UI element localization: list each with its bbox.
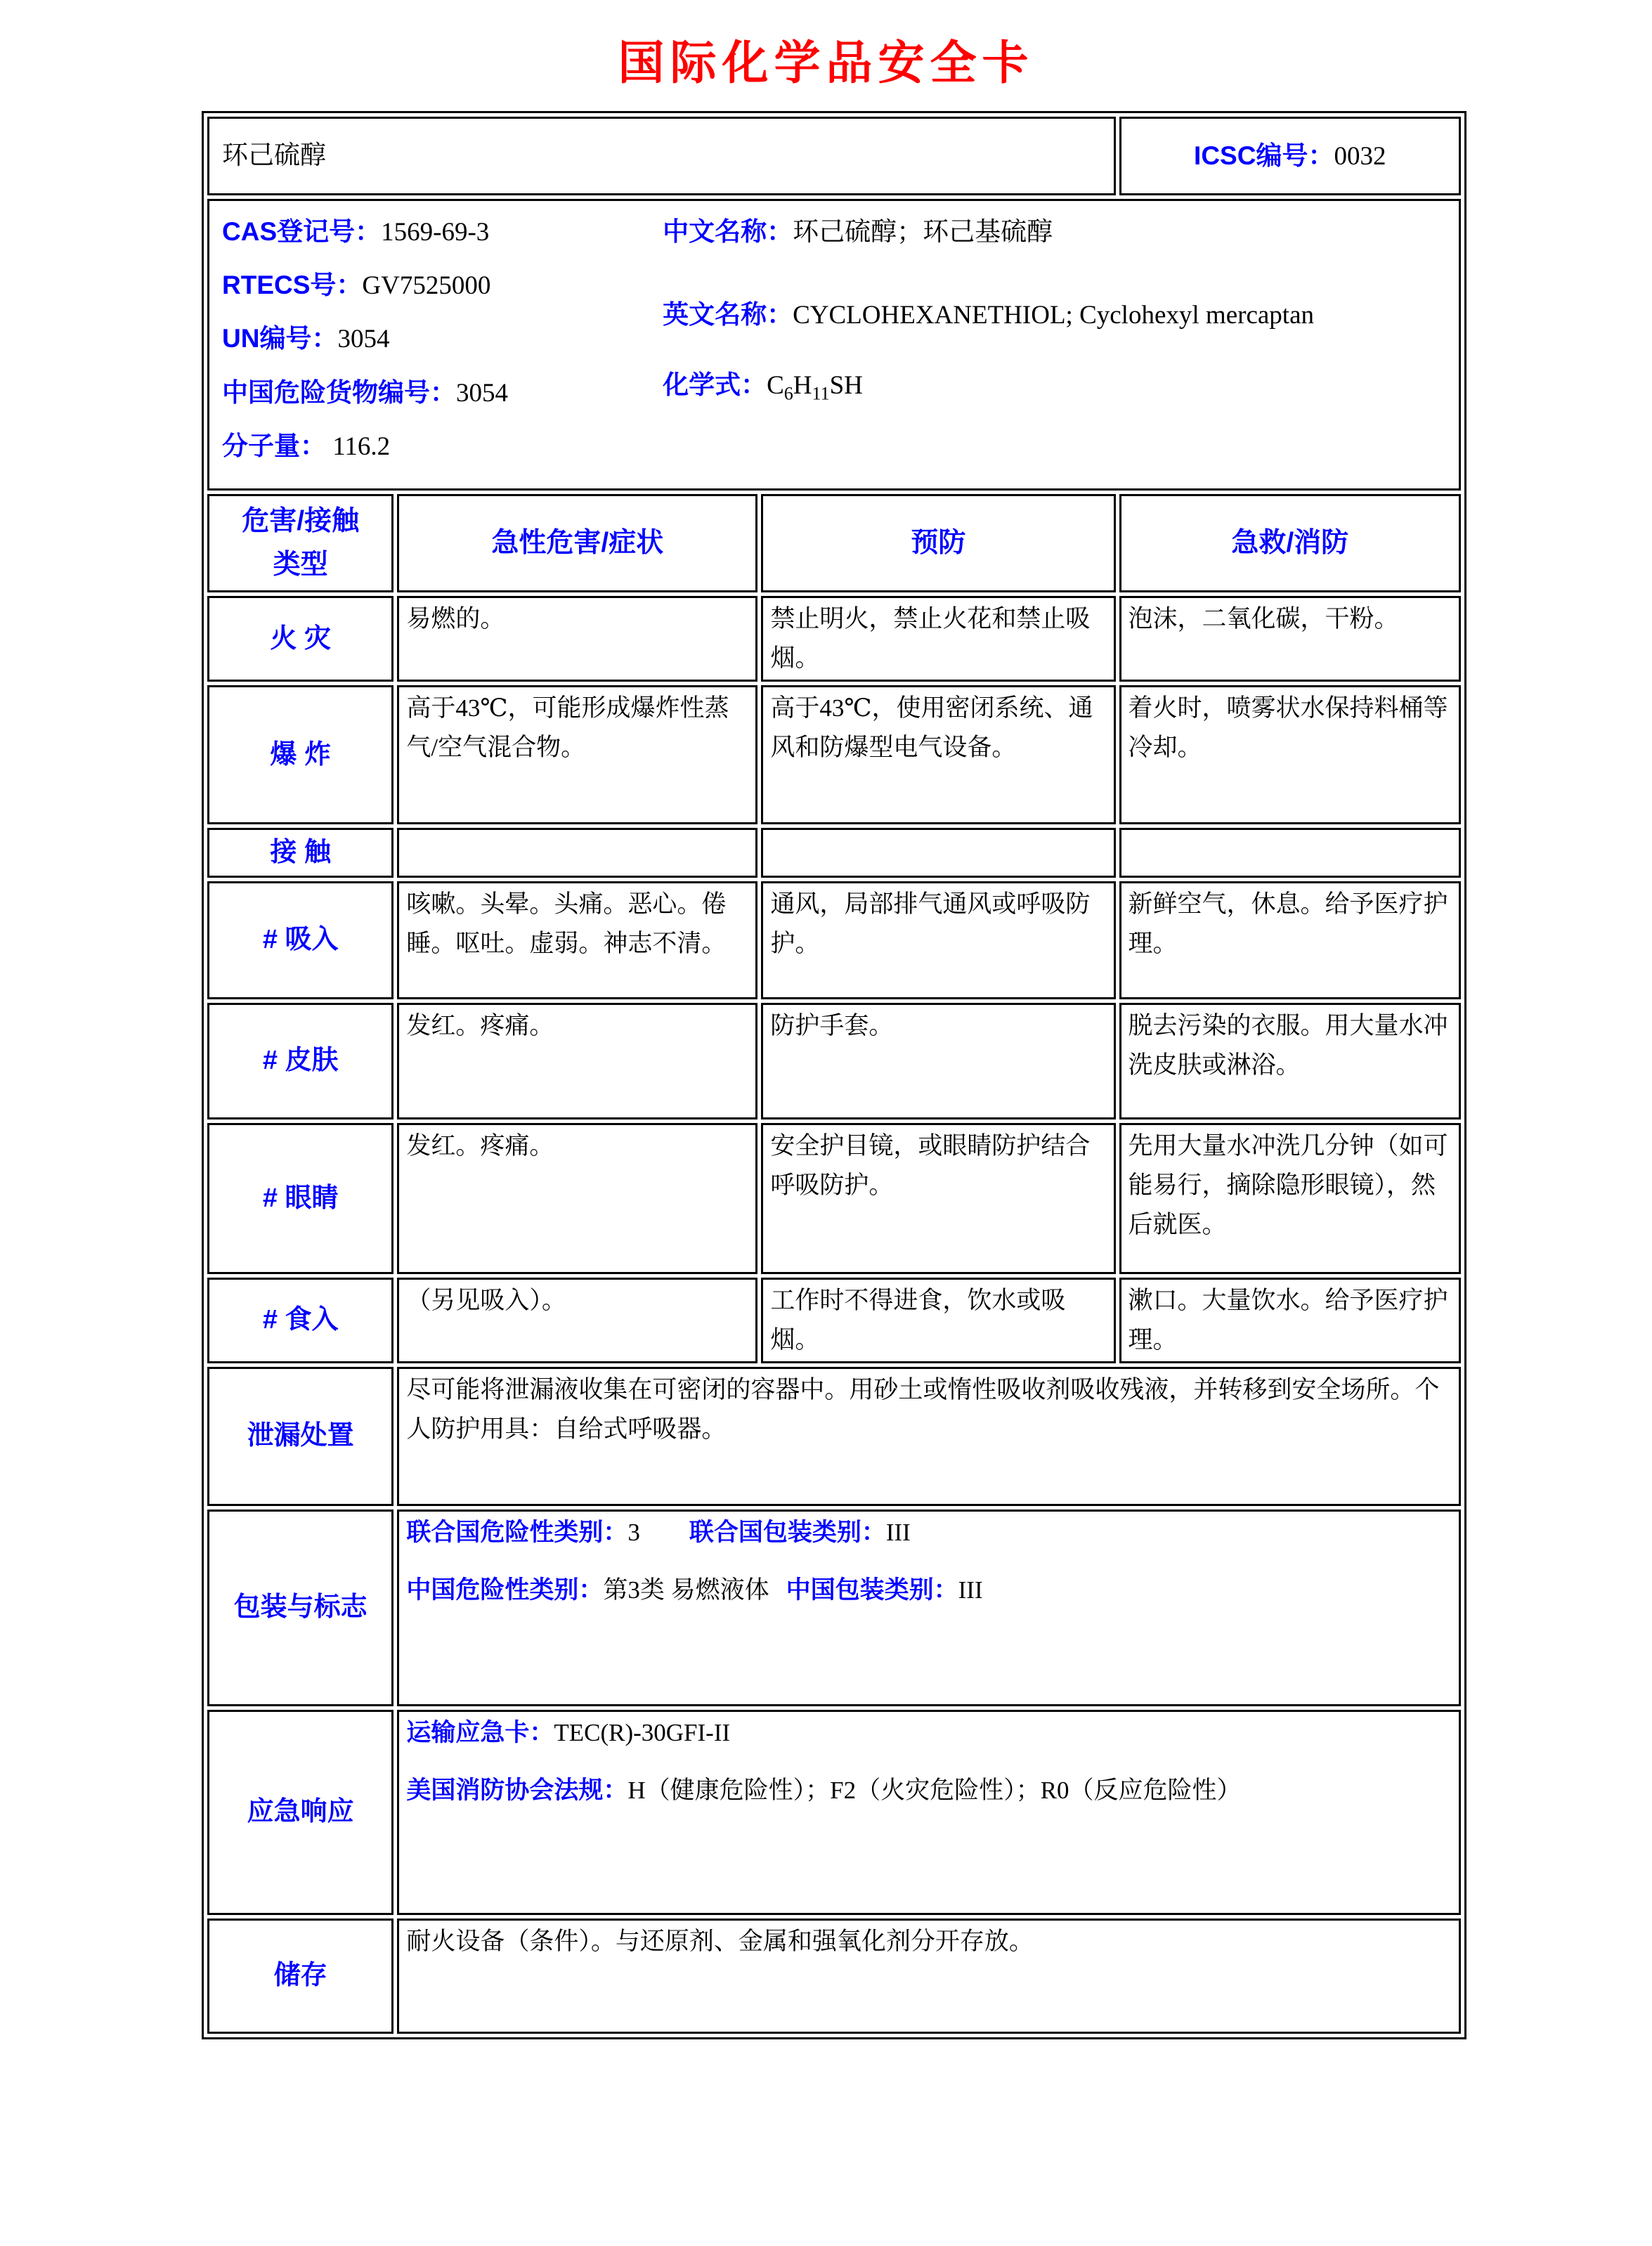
un-pack-value: III	[885, 1518, 911, 1546]
row-eyes-type: # 眼睛	[207, 1123, 394, 1274]
cn-class-value: 第3类 易燃液体	[603, 1576, 769, 1604]
packaging-cn-line	[406, 1571, 1452, 1610]
row-fire	[207, 596, 1461, 682]
cn-dangerous-goods-line	[222, 372, 663, 414]
column-header-type: 危害/接触 类型	[207, 494, 394, 592]
column-header-prevention: 预防	[761, 494, 1115, 592]
row-fire-response: 泡沫，二氧化碳，干粉。	[1119, 596, 1462, 682]
column-header-response: 急救/消防	[1119, 494, 1462, 592]
header-row	[207, 117, 1461, 195]
row-ingestion-response: 漱口。大量饮水。给予医疗护理。	[1119, 1278, 1462, 1363]
molecular-weight-value: 116.2	[332, 431, 391, 461]
row-explosion-response: 着火时，喷雾状水保持料桶等冷却。	[1119, 685, 1462, 824]
tec-label: 运输应急卡：	[406, 1718, 554, 1746]
formula-label: 化学式：	[663, 370, 767, 400]
row-explosion-type: 爆 炸	[207, 685, 394, 824]
nfpa-value: H（健康危险性）；F2（火灾危险性）；R0（反应危险性）	[627, 1776, 1242, 1804]
formula-value: $C_6H_{11}SH$	[767, 371, 863, 404]
row-emergency-type: 应急响应	[207, 1710, 394, 1915]
row-emergency-content	[397, 1710, 1461, 1915]
row-storage	[207, 1919, 1461, 2034]
column-header-row	[207, 494, 1461, 592]
row-skin	[207, 1003, 1461, 1119]
row-inhalation-response: 新鲜空气，休息。给予医疗护理。	[1119, 881, 1462, 999]
row-inhalation-symptom: 咳嗽。头晕。头痛。恶心。倦睡。呕吐。虚弱。神志不清。	[397, 881, 757, 999]
english-name-value: CYCLOHEXANETHIOL; Cyclohexyl mercaptan	[793, 301, 1314, 330]
un-number-value: 3054	[337, 325, 390, 354]
row-storage-type: 储存	[207, 1919, 394, 2034]
un-number-line	[222, 318, 663, 360]
row-storage-content: 耐火设备（条件）。与还原剂、金属和强氧化剂分开存放。	[397, 1919, 1461, 2034]
identifiers-right-column	[663, 211, 1446, 479]
row-skin-response: 脱去污染的衣服。用大量水冲洗皮肤或淋浴。	[1119, 1003, 1462, 1119]
row-contact-response	[1119, 828, 1462, 878]
packaging-un-line	[406, 1513, 1452, 1552]
row-fire-type: 火 灾	[207, 596, 394, 682]
rtecs-value: GV7525000	[362, 271, 491, 301]
column-header-symptom: 急性危害/症状	[397, 494, 757, 592]
cn-class-label: 中国危险性类别：	[406, 1576, 604, 1604]
cas-line	[222, 211, 663, 253]
row-ingestion	[207, 1278, 1461, 1363]
row-contact-prevention	[761, 828, 1115, 878]
row-contact-symptom	[397, 828, 757, 878]
row-eyes	[207, 1123, 1461, 1274]
un-pack-label: 联合国包装类别：	[689, 1518, 886, 1546]
row-inhalation-type: # 吸入	[207, 881, 394, 999]
row-skin-prevention: 防护手套。	[761, 1003, 1115, 1119]
icsc-number-label: ICSC编号：	[1194, 141, 1334, 170]
nfpa-label: 美国消防协会法规：	[406, 1776, 628, 1804]
row-ingestion-type: # 食入	[207, 1278, 394, 1363]
row-explosion	[207, 685, 1461, 824]
un-class-label: 联合国危险性类别：	[406, 1518, 628, 1546]
row-packaging	[207, 1510, 1461, 1706]
un-class-value: 3	[627, 1518, 640, 1546]
page-title: 国际化学品安全卡	[618, 37, 1034, 89]
chinese-name-line	[663, 211, 1446, 253]
row-spill	[207, 1367, 1461, 1506]
row-ingestion-symptom: （另见吸入）。	[397, 1278, 757, 1363]
cas-label: CAS登记号：	[222, 217, 382, 246]
identifiers-cell	[207, 199, 1461, 491]
row-emergency	[207, 1710, 1461, 1915]
cn-dangerous-goods-label: 中国危险货物编号：	[222, 377, 456, 407]
substance-name: 环己硫醇	[207, 117, 1116, 195]
icsc-number-value: 0032	[1334, 141, 1386, 171]
row-inhalation	[207, 881, 1461, 999]
un-number-label: UN编号：	[222, 324, 338, 353]
row-explosion-prevention: 高于43℃，使用密闭系统、通风和防爆型电气设备。	[761, 685, 1115, 824]
row-contact-type: 接 触	[207, 828, 394, 878]
row-inhalation-prevention: 通风，局部排气通风或呼吸防护。	[761, 881, 1115, 999]
english-name-label: 英文名称：	[663, 300, 793, 330]
tec-value: TEC(R)-30GFI-II	[554, 1718, 731, 1746]
identifiers-left-column	[222, 211, 663, 479]
row-eyes-symptom: 发红。疼痛。	[397, 1123, 757, 1274]
row-eyes-prevention: 安全护目镜，或眼睛防护结合呼吸防护。	[761, 1123, 1115, 1274]
row-packaging-content	[397, 1510, 1461, 1706]
row-explosion-symptom: 高于43℃，可能形成爆炸性蒸气/空气混合物。	[397, 685, 757, 824]
formula-line	[663, 364, 1446, 408]
chinese-name-label: 中文名称：	[663, 217, 793, 246]
rtecs-label: RTECS号：	[222, 271, 363, 300]
row-spill-content: 尽可能将泄漏液收集在可密闭的容器中。用砂土或惰性吸收剂吸收残液，并转移到安全场所。个人防护用具：自给式呼吸器。	[397, 1367, 1461, 1506]
row-skin-symptom: 发红。疼痛。	[397, 1003, 757, 1119]
cn-dangerous-goods-value: 3054	[456, 378, 508, 408]
row-spill-type: 泄漏处置	[207, 1367, 394, 1506]
row-fire-prevention: 禁止明火，禁止火花和禁止吸烟。	[761, 596, 1115, 682]
emergency-nfpa-line	[406, 1771, 1452, 1810]
english-name-line	[663, 294, 1446, 336]
row-fire-symptom: 易燃的。	[397, 596, 757, 682]
molecular-weight-line	[222, 425, 663, 467]
chinese-name-value: 环己硫醇；环己基硫醇	[793, 218, 1053, 247]
row-skin-type: # 皮肤	[207, 1003, 394, 1119]
emergency-tec-line	[406, 1713, 1452, 1753]
row-contact	[207, 828, 1461, 878]
identifiers-row	[207, 199, 1461, 491]
molecular-weight-label: 分子量：	[222, 431, 326, 460]
cas-value: 1569-69-3	[381, 218, 490, 247]
icsc-card	[202, 111, 1466, 2039]
row-eyes-response: 先用大量水冲洗几分钟（如可能易行，摘除隐形眼镜），然后就医。	[1119, 1123, 1462, 1274]
cn-pack-label: 中国包装类别：	[786, 1576, 958, 1604]
cn-pack-value: III	[958, 1576, 983, 1604]
icsc-table	[202, 111, 1466, 2039]
row-packaging-type: 包装与标志	[207, 1510, 394, 1706]
icsc-number-cell	[1119, 117, 1462, 195]
row-ingestion-prevention: 工作时不得进食，饮水或吸烟。	[761, 1278, 1115, 1363]
rtecs-line	[222, 264, 663, 306]
